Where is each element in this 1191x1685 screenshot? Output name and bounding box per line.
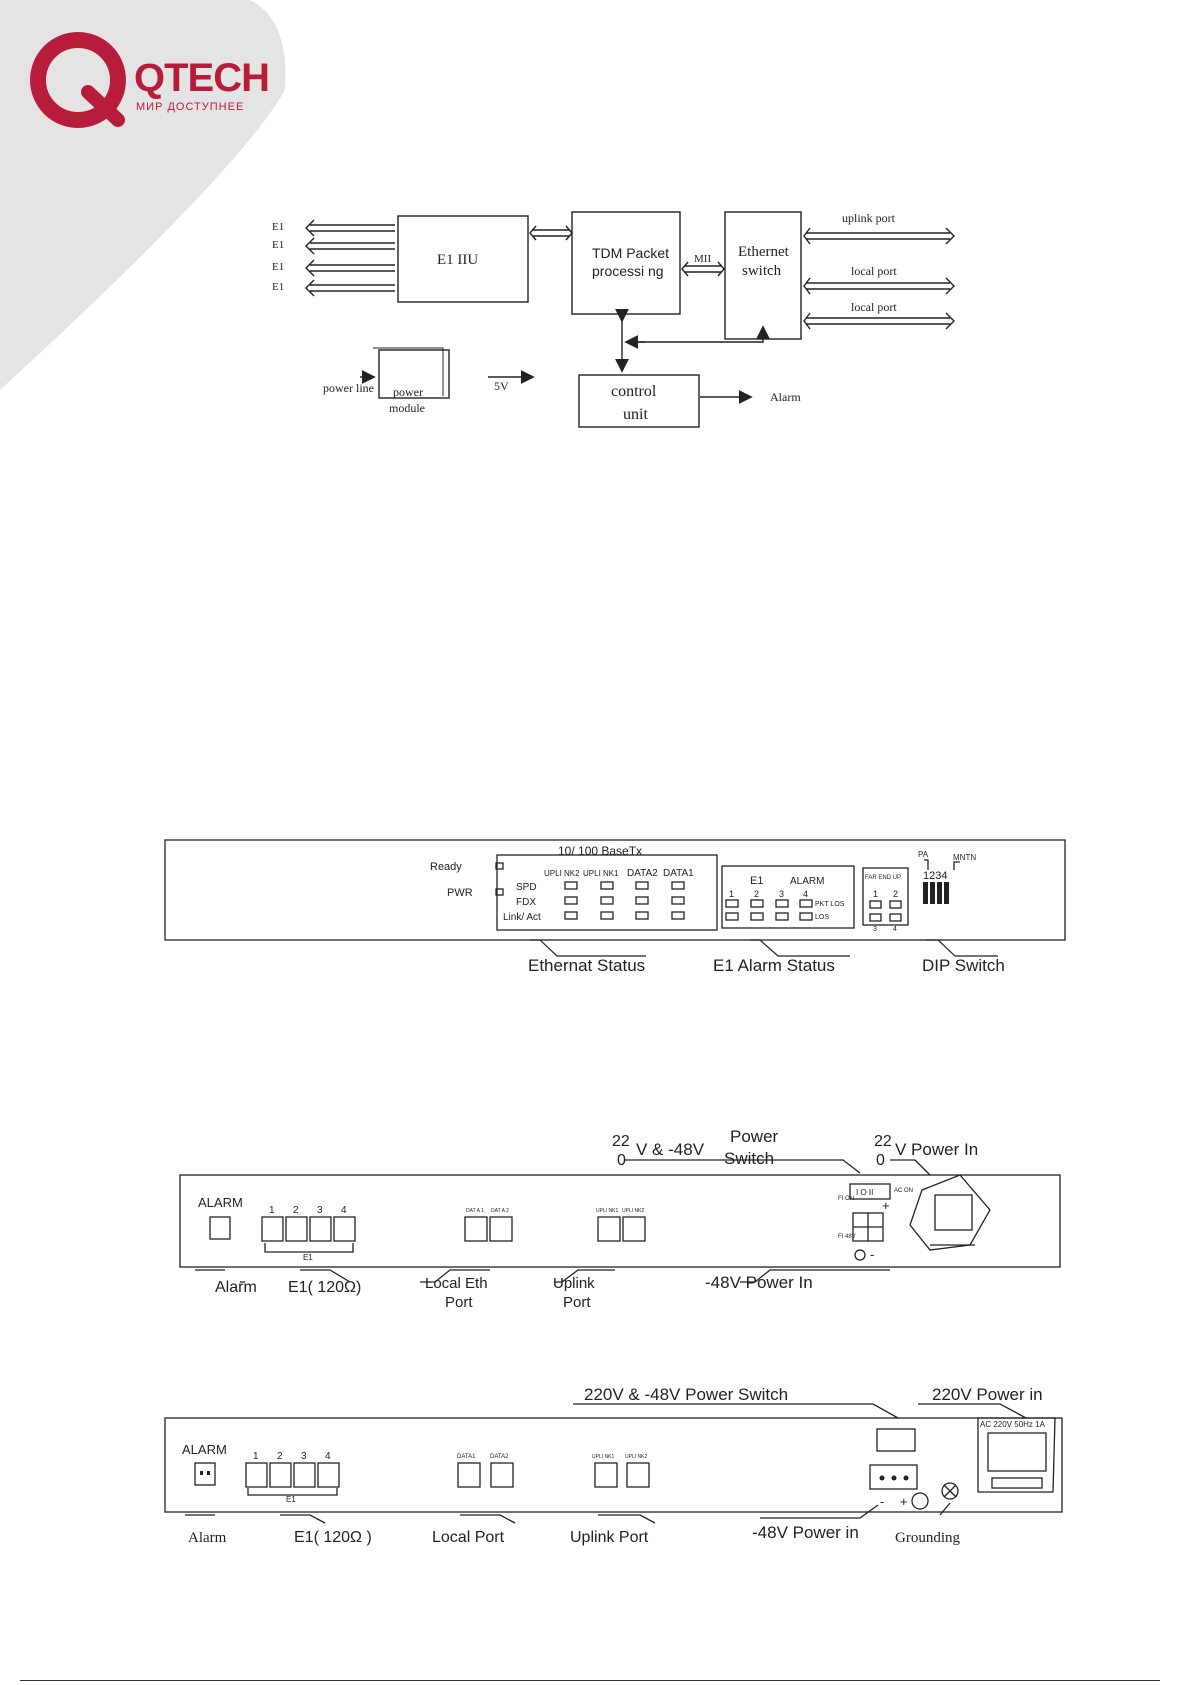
dip-numbers: 1234: [923, 870, 948, 882]
row-label-spd: SPD: [516, 882, 537, 893]
uplink-caption-1: Uplink: [553, 1275, 595, 1292]
local-port-label: local port: [851, 264, 897, 278]
power-switch: [877, 1429, 915, 1451]
switch-face: I O II: [856, 1188, 874, 1197]
ac-on-label: AC ON: [894, 1188, 914, 1194]
e1-label: E1: [272, 281, 285, 293]
ethernet-switch-label-2: switch: [742, 263, 782, 279]
e1-num: 1: [729, 889, 735, 899]
ethernet-status-caption: Ethernat Status: [528, 956, 646, 975]
switch-label-word1: Power: [730, 1127, 779, 1146]
mntn-label: MNTN: [953, 853, 977, 862]
uplink-caption-2: Port: [563, 1294, 591, 1311]
data2-label: DATA2: [490, 1454, 509, 1460]
switch-label-num-bottom: 0: [617, 1152, 626, 1169]
data1-label: DATA1: [457, 1454, 476, 1460]
row-label-fdx: FDX: [516, 897, 536, 908]
far-end-num: 4: [893, 926, 897, 933]
e1-label: E1: [272, 221, 285, 233]
power-line-label: power line: [323, 381, 374, 395]
ac-socket: [910, 1175, 990, 1250]
pwr-label: PWR: [447, 887, 473, 899]
pkt-los-label: PKT LOS: [815, 901, 845, 908]
e1-num: 4: [325, 1451, 331, 1462]
switch-label-num-top: 22: [612, 1133, 630, 1150]
grounding-caption: Grounding: [895, 1530, 960, 1546]
power-in-label: V Power In: [895, 1140, 979, 1159]
front-panel-diagram: [160, 838, 1070, 988]
uplink-port-label: uplink port: [842, 211, 895, 225]
e1-bracket-label: E1: [286, 1495, 296, 1504]
fi-48v-label: FI 48V: [838, 1234, 856, 1240]
uplink-jacks: [598, 1217, 645, 1241]
switch-label-rest: V & -48V: [636, 1140, 705, 1159]
power-switch-caption: 220V & -48V Power Switch: [584, 1385, 789, 1404]
control-unit-label-1: control: [611, 383, 657, 400]
far-end-num: 3: [873, 926, 877, 933]
dip-switch-caption: DIP Switch: [922, 956, 1005, 975]
e1-caption: E1( 120Ω ): [294, 1529, 372, 1546]
port-label: UPLI NK2: [544, 869, 580, 878]
plus-label: +: [900, 1494, 908, 1509]
control-unit-label-2: unit: [623, 406, 648, 423]
port-label: DATA1: [663, 868, 694, 879]
local-eth-jacks: [465, 1217, 512, 1241]
e1-alarm-leds: [726, 900, 812, 920]
far-end-label: FAR END UP: [865, 875, 902, 881]
e1-label: E1: [750, 875, 764, 887]
local-eth-caption-1: Local Eth: [425, 1275, 488, 1292]
fi-on-label: FI ON: [838, 1196, 854, 1202]
uplink1-label: UPLI NK1: [596, 1208, 619, 1214]
local-port-jacks: [458, 1463, 513, 1487]
switch-label-word2: Switch: [724, 1149, 775, 1168]
alarm-label: ALARM: [790, 876, 825, 887]
e1-num: 3: [317, 1205, 323, 1216]
power-in-pointer: [918, 1404, 1026, 1418]
local-eth-caption-2: Port: [445, 1294, 473, 1311]
alarm-caption: Alarm: [215, 1279, 257, 1296]
alarm-caption: Alarm: [188, 1530, 227, 1546]
local-port-label: local port: [851, 300, 897, 314]
power-module-label-1: power: [393, 385, 423, 399]
uplink1-label: UPLI NK1: [592, 1454, 615, 1460]
e1-alarm-status-caption: E1 Alarm Status: [713, 956, 835, 975]
power-in-pointer: [890, 1160, 930, 1175]
alarm-label: Alarm: [770, 390, 801, 404]
tdm-label-1: TDM Packet: [592, 245, 670, 261]
basetx-label: 10/ 100 BaseTx: [558, 844, 643, 858]
uplink2-label: UPLI NK2: [622, 1208, 645, 1214]
pa-label: PA: [918, 850, 929, 859]
e1-bracket-label: E1: [303, 1253, 313, 1262]
alarm-connector: [210, 1217, 230, 1239]
e1-num: 4: [341, 1205, 347, 1216]
ready-label: Ready: [430, 861, 462, 873]
dc-power-caption: -48V Power In: [705, 1273, 813, 1292]
e1-num: 3: [779, 889, 785, 899]
uplink2-label: UPLI NK2: [625, 1454, 648, 1460]
e1-num: 2: [293, 1205, 299, 1216]
e1-jacks: [262, 1217, 355, 1241]
alarm-connector: [195, 1463, 215, 1485]
logo-tagline: МИР ДОСТУПНЕЕ: [136, 101, 245, 113]
ethernet-leds: [565, 882, 684, 919]
ac-rating: AC 220V 50Hz 1A: [980, 1420, 1045, 1429]
plus-label: +: [882, 1198, 890, 1213]
tdm-label-2: processi ng: [592, 263, 664, 279]
e1-caption: E1( 120Ω): [288, 1279, 362, 1296]
minus-label: -: [870, 1247, 875, 1262]
row-label-link: Link/ Act: [503, 912, 541, 923]
e1-num: 1: [253, 1451, 259, 1462]
minus-label: -: [880, 1494, 885, 1509]
e1-jacks: [246, 1463, 339, 1487]
logo-brand: QTECH: [134, 56, 269, 100]
e1-iiu-label: E1 IIU: [437, 252, 479, 268]
rear-panel-2-diagram: [160, 1378, 1070, 1553]
e1-num: 2: [277, 1451, 283, 1462]
footer-rule: [20, 1680, 1160, 1681]
e1-arrows: [306, 220, 395, 296]
block-diagram: [270, 200, 960, 440]
far-end-leds: [870, 901, 901, 921]
power-in-num-bottom: 0: [876, 1152, 885, 1169]
power-switch-pointer: [573, 1404, 898, 1418]
power-in-num-top: 22: [874, 1133, 892, 1150]
e1-label: E1: [272, 239, 285, 251]
mii-label: MII: [694, 253, 712, 265]
e1-num: 3: [301, 1451, 307, 1462]
port-label: UPLI NK1: [583, 869, 619, 878]
dc-power-caption: -48V Power in: [752, 1523, 859, 1542]
local-port-caption: Local Port: [432, 1529, 505, 1546]
los-label: LOS: [815, 914, 830, 921]
alarm-port-label: ALARM: [182, 1442, 227, 1457]
power-module-label-2: module: [389, 401, 425, 415]
far-end-num: 1: [873, 889, 879, 899]
uplink-jacks: [595, 1463, 649, 1487]
e1-num: 2: [754, 889, 760, 899]
five-volt-label: 5V: [494, 379, 509, 393]
dip-switch-block: [923, 882, 949, 904]
data1-label: DAT A 1: [466, 1208, 484, 1214]
data2-label: DAT A 2: [491, 1208, 509, 1214]
ethernet-switch-label-1: Ethernet: [738, 244, 789, 260]
port-label: DATA2: [627, 868, 658, 879]
alarm-port-label: ALARM: [198, 1195, 243, 1210]
ac-socket: [978, 1418, 1055, 1492]
e1-label: E1: [272, 261, 285, 273]
rear-panel-1-diagram: [170, 1120, 1070, 1320]
power-in-caption: 220V Power in: [932, 1385, 1043, 1404]
e1-num: 1: [269, 1205, 275, 1216]
far-end-num: 2: [893, 889, 899, 899]
uplink-port-caption: Uplink Port: [570, 1529, 649, 1546]
e1-num: 4: [803, 889, 809, 899]
